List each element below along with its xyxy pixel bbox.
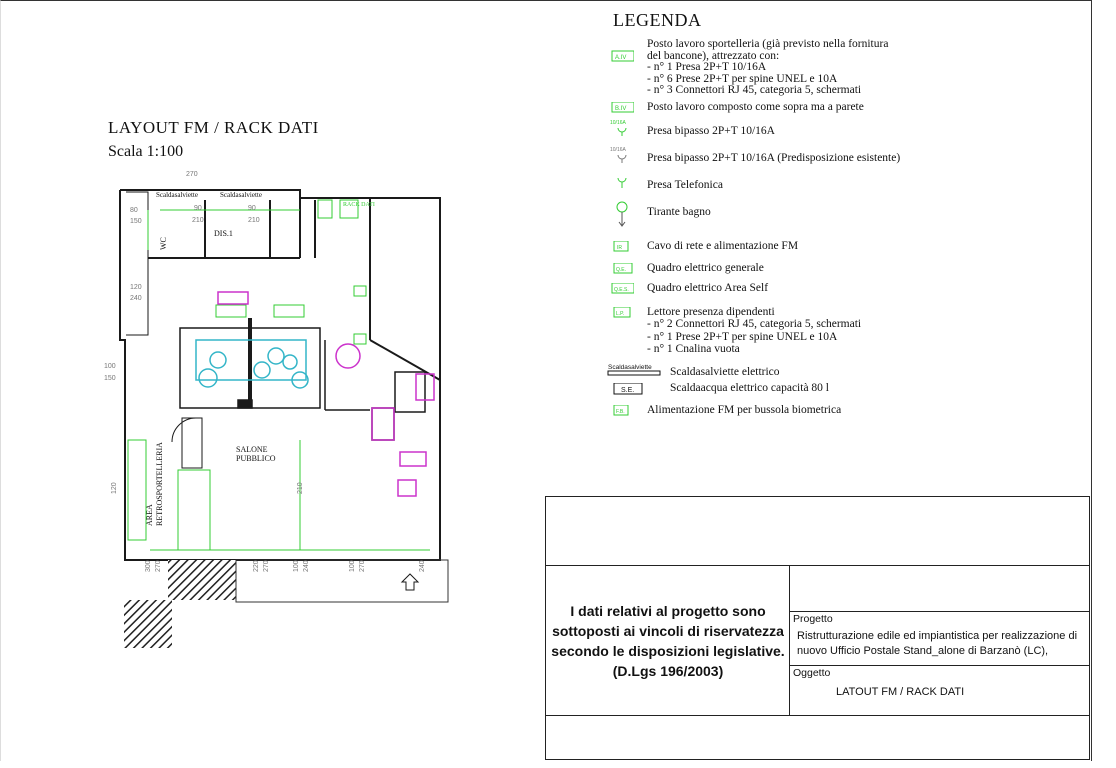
legend-text: Posto lavoro composto come sopra ma a parete	[647, 101, 864, 113]
salone-label-1: SALONE	[236, 445, 268, 454]
oggetto-label: Oggetto	[793, 667, 831, 679]
legend-text: - n° 1 Presa 2P+T 10/16A	[647, 61, 767, 73]
fm-elements	[128, 200, 430, 550]
dim-text: 80	[130, 207, 138, 214]
water-heater-symbol-icon	[606, 383, 646, 401]
legend-text: - n° 1 Prese 2P+T per spine UNEL e 10A	[647, 331, 838, 343]
dim-text: 150	[104, 375, 116, 382]
legend-text: Alimentazione FM per bussola biometrica	[647, 404, 842, 416]
dim-text: 210	[248, 217, 260, 224]
tb-divider	[789, 665, 1089, 666]
telephone-socket-icon	[606, 176, 634, 194]
note-line: secondo le disposizioni legislative.	[551, 643, 785, 659]
sidewalk-hatch	[168, 560, 236, 600]
dim-text: 210	[297, 482, 304, 494]
dim-text: 240	[130, 295, 142, 302]
legend-text: Quadro elettrico Area Self	[647, 282, 769, 294]
tb-divider	[789, 611, 1089, 612]
note-line: I dati relativi al progetto sono	[570, 603, 766, 619]
dim-text: 270	[155, 560, 162, 572]
legend-text: - n° 1 Cnalina vuota	[647, 342, 740, 355]
legend-text: - n° 6 Prese 2P+T per spine UNEL e 10A	[647, 72, 838, 85]
note-line: sottoposti ai vincoli di riservatezza	[552, 623, 784, 639]
legend-text: Cavo di rete e alimentazione FM	[647, 240, 799, 252]
dim-text: 150	[130, 218, 142, 225]
svg-text:F.B.: F.B.	[616, 409, 625, 415]
dim-text: 100	[349, 560, 356, 572]
layout-scale: Scala 1:100	[108, 143, 184, 160]
dis-label: DIS.1	[214, 229, 233, 238]
scaldasalviette-label-2: Scaldasalviette	[220, 191, 262, 199]
svg-text:A.IV: A.IV	[615, 55, 627, 61]
tb-divider	[546, 565, 1089, 566]
svg-text:IR: IR	[617, 245, 622, 251]
dim-text: 220	[253, 560, 260, 572]
legend-text: del bancone), attrezzato con:	[647, 49, 780, 62]
dim-text: 90	[194, 205, 202, 212]
main-panel-symbol-icon	[606, 263, 634, 281]
confidentiality-note	[546, 567, 790, 715]
progetto-line: Ristrutturazione edile ed impiantistica per realizzazione di	[797, 630, 1078, 642]
network-cable-symbol-icon	[606, 241, 634, 259]
floor-plan	[0, 0, 460, 660]
svg-text:10/16A: 10/16A	[610, 120, 626, 126]
legend-text: - n° 2 Connettori RJ 45, categoria 5, schermati	[647, 317, 862, 330]
svg-text:10/16A: 10/16A	[610, 147, 626, 153]
dim-text: 240	[303, 560, 310, 572]
bathroom-pull-icon	[606, 201, 634, 229]
note-line: (D.Lgs 196/2003)	[612, 663, 724, 679]
svg-text:Q.E.: Q.E.	[616, 267, 627, 273]
legend-text: Presa bipasso 2P+T 10/16A (Predisposizione esistente)	[647, 152, 901, 164]
legend-text: Presa Telefonica	[647, 179, 723, 191]
title-block	[545, 496, 1090, 760]
legend-text: Lettore presenza dipendenti	[647, 306, 775, 318]
salone-label-2: PUBBLICO	[236, 454, 276, 463]
dim-text: 270	[186, 171, 198, 178]
dim-text: 300	[145, 560, 152, 572]
outer-walls	[120, 190, 440, 560]
layout-title: LAYOUT FM / RACK DATI	[108, 118, 319, 137]
dim-text: 120	[130, 284, 142, 291]
oggetto-value: LATOUT FM / RACK DATI	[836, 686, 965, 698]
legend-text: Posto lavoro sportelleria (già previsto nella fornitura	[647, 38, 889, 50]
dim-text: 240	[419, 560, 426, 572]
existing-socket-symbol-icon	[606, 145, 634, 163]
svg-text:L.P.: L.P.	[616, 311, 625, 317]
legend-text: Quadro elettrico generale	[647, 262, 764, 274]
svg-text:B.IV: B.IV	[615, 106, 627, 112]
area-label-2: RETROSPORTELLERIA	[155, 442, 164, 526]
dim-text: 100	[293, 560, 300, 572]
scaldasalviette-label-1: Scaldasalviette	[156, 191, 198, 199]
tb-divider	[546, 715, 1089, 716]
step-hatch	[124, 600, 172, 648]
dim-text: 90	[248, 205, 256, 212]
wc-label: WC	[159, 237, 168, 250]
legend-title: LEGENDA	[613, 10, 702, 30]
legend-text: Presa bipasso 2P+T 10/16A	[647, 125, 775, 137]
legend-text: Scaldasalviette elettrico	[670, 366, 780, 378]
progetto-value	[797, 629, 1077, 659]
progetto-label: Progetto	[793, 613, 833, 625]
progetto-line: nuovo Ufficio Postale Stand_alone di Barzanò (LC),	[797, 645, 1049, 657]
self-panel-symbol-icon	[606, 283, 634, 301]
svg-text:Scaldasalviette: Scaldasalviette	[608, 364, 652, 371]
svg-text:S.E.: S.E.	[621, 387, 635, 394]
dim-text: 270	[359, 560, 366, 572]
area-label-1: AREA	[145, 504, 154, 526]
socket-symbol-icon	[606, 118, 634, 136]
legend-text: - n° 3 Connettori RJ 45, categoria 5, schermati	[647, 84, 862, 96]
dim-text: 120	[111, 482, 118, 494]
attendance-reader-symbol-icon	[606, 307, 634, 325]
svg-text:Q.E.S.: Q.E.S.	[614, 287, 629, 293]
towel-warmer-symbol-icon	[606, 363, 668, 377]
rack-label: RACK DATI	[343, 202, 375, 208]
legend-text: Tirante bagno	[647, 206, 711, 218]
biometric-door-symbol-icon	[606, 405, 634, 423]
dim-text: 100	[104, 363, 116, 370]
dim-text: 210	[192, 217, 204, 224]
dim-text: 270	[263, 560, 270, 572]
legend-text: Scaldaacqua elettrico capacità 80 l	[670, 382, 829, 394]
workstation-symbol-icon	[606, 49, 634, 67]
